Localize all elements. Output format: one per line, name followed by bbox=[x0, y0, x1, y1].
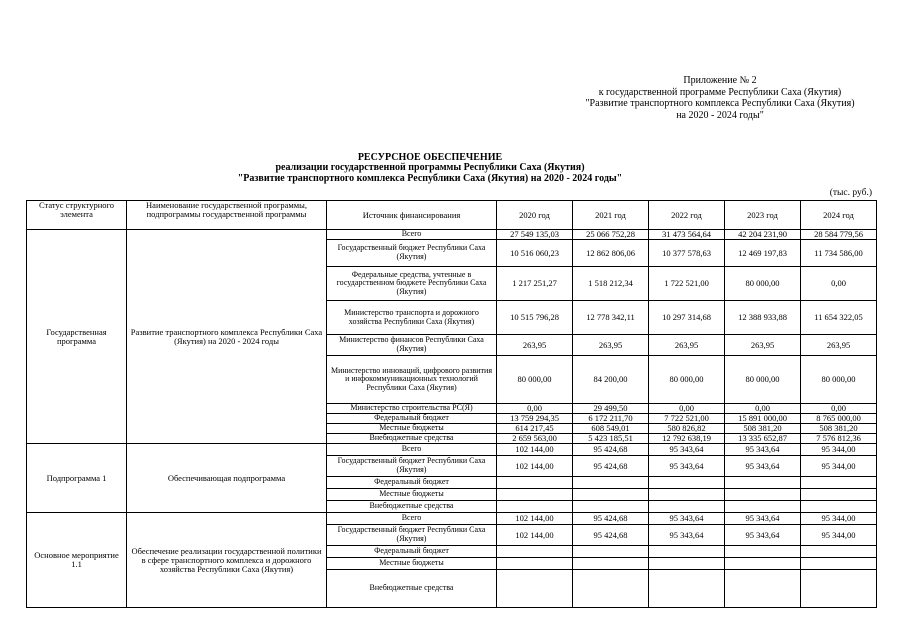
row-value: 7 722 521,00 bbox=[649, 414, 725, 424]
row-funding-source: Внебюджетные средства bbox=[327, 570, 497, 608]
row-status: Государственная программа bbox=[27, 230, 127, 444]
row-value bbox=[725, 501, 801, 513]
row-funding-source: Министерство финансов Республики Саха (Якутия) bbox=[327, 335, 497, 356]
row-value: 25 066 752,28 bbox=[573, 230, 649, 240]
row-value: 1 722 521,00 bbox=[649, 267, 725, 301]
row-funding-source: Министерство транспорта и дорожного хозяйства Республики Саха (Якутия) bbox=[327, 301, 497, 335]
appendix-line: на 2020 - 2024 годы" bbox=[676, 109, 764, 121]
row-value bbox=[801, 570, 877, 608]
row-value: 7 576 812,36 bbox=[801, 434, 877, 444]
row-value: 95 343,64 bbox=[725, 444, 801, 456]
row-value: 10 516 060,23 bbox=[497, 240, 573, 267]
row-value bbox=[801, 558, 877, 570]
row-value bbox=[497, 570, 573, 608]
row-value bbox=[649, 477, 725, 489]
row-value: 12 778 342,11 bbox=[573, 301, 649, 335]
row-value: 80 000,00 bbox=[725, 356, 801, 404]
row-value bbox=[649, 558, 725, 570]
row-value: 10 377 578,63 bbox=[649, 240, 725, 267]
row-value bbox=[725, 477, 801, 489]
row-funding-source: Федеральный бюджет bbox=[327, 477, 497, 489]
title-line: "Развитие транспортного комплекса Республики Саха (Якутия) на 2020 - 2024 годы" bbox=[237, 172, 623, 184]
title-line: реализации государственной программы Республики Саха (Якутия) bbox=[275, 162, 585, 174]
row-value: 95 343,64 bbox=[725, 525, 801, 546]
appendix-line: "Развитие транспортного комплекса Республики Саха (Якутия) bbox=[585, 98, 855, 110]
row-value: 95 343,64 bbox=[649, 456, 725, 477]
row-value: 10 297 314,68 bbox=[649, 301, 725, 335]
document-title bbox=[200, 153, 660, 184]
row-value: 102 144,00 bbox=[497, 456, 573, 477]
row-value bbox=[725, 570, 801, 608]
row-value: 80 000,00 bbox=[725, 267, 801, 301]
table-body bbox=[27, 201, 877, 608]
row-value: 263,95 bbox=[801, 335, 877, 356]
row-value bbox=[725, 489, 801, 501]
row-value: 608 549,01 bbox=[573, 424, 649, 434]
header-name: Наименование государственной программы, подпрограммы государственной программы bbox=[127, 201, 327, 230]
row-value: 15 891 000,00 bbox=[725, 414, 801, 424]
table-row bbox=[27, 230, 877, 240]
row-value: 95 343,64 bbox=[725, 513, 801, 525]
row-funding-source: Федеральный бюджет bbox=[327, 546, 497, 558]
row-value bbox=[801, 489, 877, 501]
header-year: 2020 год bbox=[497, 201, 573, 230]
row-value: 95 343,64 bbox=[649, 444, 725, 456]
row-value: 27 549 135,03 bbox=[497, 230, 573, 240]
row-status: Подпрограмма 1 bbox=[27, 444, 127, 513]
row-value: 95 424,68 bbox=[573, 444, 649, 456]
table-row bbox=[27, 513, 877, 525]
header-source: Источник финансирования bbox=[327, 201, 497, 230]
row-value: 80 000,00 bbox=[497, 356, 573, 404]
row-value: 31 473 564,64 bbox=[649, 230, 725, 240]
row-funding-source: Местные бюджеты bbox=[327, 558, 497, 570]
row-value bbox=[497, 477, 573, 489]
row-value: 263,95 bbox=[573, 335, 649, 356]
row-value: 1 518 212,34 bbox=[573, 267, 649, 301]
row-value: 95 424,68 bbox=[573, 525, 649, 546]
row-funding-source: Местные бюджеты bbox=[327, 424, 497, 434]
row-funding-source: Государственный бюджет Республики Саха (Якутия) bbox=[327, 525, 497, 546]
row-funding-source: Государственный бюджет Республики Саха (Якутия) bbox=[327, 240, 497, 267]
row-value bbox=[573, 477, 649, 489]
row-funding-source: Местные бюджеты bbox=[327, 489, 497, 501]
resource-table bbox=[26, 200, 877, 608]
row-value: 10 515 796,28 bbox=[497, 301, 573, 335]
row-value: 84 200,00 bbox=[573, 356, 649, 404]
row-value bbox=[497, 546, 573, 558]
row-value bbox=[801, 546, 877, 558]
title-line: РЕСУРСНОЕ ОБЕСПЕЧЕНИЕ bbox=[357, 152, 503, 163]
row-funding-source: Федеральные средства, учтенные в государственном бюджете Республики Саха (Якутия) bbox=[327, 267, 497, 301]
row-value: 5 423 185,51 bbox=[573, 434, 649, 444]
row-value: 1 217 251,27 bbox=[497, 267, 573, 301]
row-value bbox=[649, 489, 725, 501]
units-label: (тыс. руб.) bbox=[829, 188, 872, 198]
row-value: 12 792 638,19 bbox=[649, 434, 725, 444]
row-value bbox=[573, 501, 649, 513]
row-value: 95 344,00 bbox=[801, 513, 877, 525]
row-value bbox=[801, 477, 877, 489]
row-value bbox=[573, 570, 649, 608]
row-value: 0,00 bbox=[801, 404, 877, 414]
row-value: 95 343,64 bbox=[649, 525, 725, 546]
row-value bbox=[497, 489, 573, 501]
row-value: 95 343,64 bbox=[725, 456, 801, 477]
row-value bbox=[649, 546, 725, 558]
row-value bbox=[649, 501, 725, 513]
row-funding-source: Всего bbox=[327, 444, 497, 456]
row-value bbox=[649, 570, 725, 608]
row-value: 263,95 bbox=[649, 335, 725, 356]
row-value: 0,00 bbox=[725, 404, 801, 414]
row-value: 263,95 bbox=[725, 335, 801, 356]
row-value: 102 144,00 bbox=[497, 525, 573, 546]
row-value: 508 381,20 bbox=[725, 424, 801, 434]
row-value bbox=[573, 558, 649, 570]
row-program-name: Обеспечивающая подпрограмма bbox=[127, 444, 327, 513]
row-value: 95 424,68 bbox=[573, 456, 649, 477]
row-value bbox=[573, 489, 649, 501]
row-value: 0,00 bbox=[801, 267, 877, 301]
row-value bbox=[573, 546, 649, 558]
row-value: 95 344,00 bbox=[801, 525, 877, 546]
row-funding-source: Министерство строительства РС(Я) bbox=[327, 404, 497, 414]
row-program-name: Обеспечение реализации государственной политики в сфере транспортного комплекса и дорожного хозяйства Республики Саха (Якутия) bbox=[127, 513, 327, 608]
row-value: 80 000,00 bbox=[649, 356, 725, 404]
row-value: 508 381,20 bbox=[801, 424, 877, 434]
row-value: 42 204 231,90 bbox=[725, 230, 801, 240]
table-header-row bbox=[27, 201, 877, 230]
row-value: 2 659 563,00 bbox=[497, 434, 573, 444]
header-year: 2022 год bbox=[649, 201, 725, 230]
row-value bbox=[801, 501, 877, 513]
appendix-line: к государственной программе Республики Саха (Якутия) bbox=[598, 86, 842, 98]
row-value: 12 469 197,83 bbox=[725, 240, 801, 267]
row-value bbox=[725, 558, 801, 570]
header-year: 2023 год bbox=[725, 201, 801, 230]
row-funding-source: Всего bbox=[327, 230, 497, 240]
header-year: 2021 год bbox=[573, 201, 649, 230]
row-value: 28 584 779,56 bbox=[801, 230, 877, 240]
row-value: 11 654 322,05 bbox=[801, 301, 877, 335]
row-funding-source: Государственный бюджет Республики Саха (Якутия) bbox=[327, 456, 497, 477]
appendix-header bbox=[560, 75, 880, 121]
row-value: 95 344,00 bbox=[801, 456, 877, 477]
row-funding-source: Внебюджетные средства bbox=[327, 501, 497, 513]
row-value: 95 424,68 bbox=[573, 513, 649, 525]
row-value: 13 335 652,87 bbox=[725, 434, 801, 444]
row-value: 12 388 933,88 bbox=[725, 301, 801, 335]
row-funding-source: Всего bbox=[327, 513, 497, 525]
row-value: 95 343,64 bbox=[649, 513, 725, 525]
header-status: Статус структурного элемента bbox=[27, 201, 127, 230]
row-value: 614 217,45 bbox=[497, 424, 573, 434]
row-value bbox=[497, 501, 573, 513]
header-year: 2024 год bbox=[801, 201, 877, 230]
row-value: 13 759 294,35 bbox=[497, 414, 573, 424]
row-value: 102 144,00 bbox=[497, 513, 573, 525]
row-funding-source: Внебюджетные средства bbox=[327, 434, 497, 444]
appendix-line: Приложение № 2 bbox=[683, 75, 757, 86]
row-value bbox=[497, 558, 573, 570]
row-value: 0,00 bbox=[497, 404, 573, 414]
row-status: Основное мероприятие 1.1 bbox=[27, 513, 127, 608]
row-value: 6 172 211,70 bbox=[573, 414, 649, 424]
row-value: 80 000,00 bbox=[801, 356, 877, 404]
row-value: 580 826,82 bbox=[649, 424, 725, 434]
row-value: 11 734 586,00 bbox=[801, 240, 877, 267]
row-value: 102 144,00 bbox=[497, 444, 573, 456]
row-value: 95 344,00 bbox=[801, 444, 877, 456]
table-row bbox=[27, 444, 877, 456]
row-value: 29 499,50 bbox=[573, 404, 649, 414]
row-program-name: Развитие транспортного комплекса Республики Саха (Якутия) на 2020 - 2024 годы bbox=[127, 230, 327, 444]
row-value: 0,00 bbox=[649, 404, 725, 414]
row-value: 263,95 bbox=[497, 335, 573, 356]
row-value bbox=[725, 546, 801, 558]
row-funding-source: Министерство инноваций, цифрового развития и инфокоммуникационных технологий Республики Саха (Якутия) bbox=[327, 356, 497, 404]
row-value: 12 862 806,06 bbox=[573, 240, 649, 267]
row-funding-source: Федеральный бюджет bbox=[327, 414, 497, 424]
row-value: 8 765 000,00 bbox=[801, 414, 877, 424]
